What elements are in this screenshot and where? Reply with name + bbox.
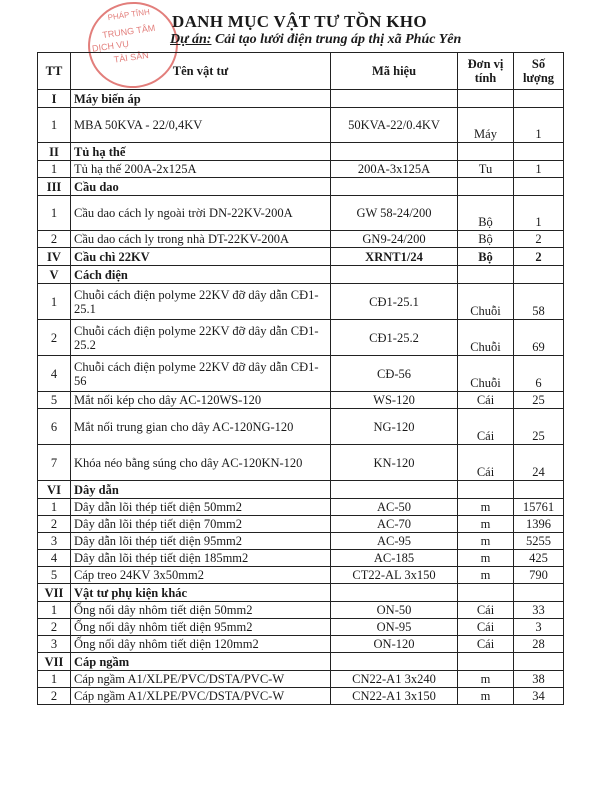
row-number: 1 — [38, 602, 71, 619]
group-code — [331, 481, 458, 499]
item-unit: Cái — [458, 619, 514, 636]
item-name: Mắt nối trung gian cho dây AC-120NG-120 — [71, 409, 331, 445]
col-header-unit: Đơn vị tính — [458, 53, 514, 90]
group-unit: Bộ — [458, 248, 514, 266]
item-quantity: 33 — [514, 602, 564, 619]
item-name: Dây dẫn lõi thép tiết diện 50mm2 — [71, 499, 331, 516]
item-unit: m — [458, 516, 514, 533]
table-row — [38, 196, 564, 231]
group-number: VI — [38, 481, 71, 499]
group-code — [331, 266, 458, 284]
item-quantity: 28 — [514, 636, 564, 653]
item-name: Cáp ngầm A1/XLPE/PVC/DSTA/PVC-W — [71, 688, 331, 705]
item-unit: Cái — [458, 409, 514, 445]
group-row — [38, 653, 564, 671]
row-number: 6 — [38, 409, 71, 445]
item-code: AC-70 — [331, 516, 458, 533]
table-row — [38, 688, 564, 705]
row-number: 1 — [38, 161, 71, 178]
item-quantity: 1396 — [514, 516, 564, 533]
group-number: I — [38, 90, 71, 108]
row-number: 1 — [38, 196, 71, 231]
row-number: 3 — [38, 636, 71, 653]
table-row — [38, 602, 564, 619]
table-row — [38, 409, 564, 445]
item-unit: Tu — [458, 161, 514, 178]
group-qty — [514, 90, 564, 108]
item-code: WS-120 — [331, 392, 458, 409]
item-quantity: 38 — [514, 671, 564, 688]
table-row — [38, 636, 564, 653]
row-number: 1 — [38, 284, 71, 320]
item-code: ON-50 — [331, 602, 458, 619]
item-name: Khóa néo bằng súng cho dây AC-120KN-120 — [71, 445, 331, 481]
project-name: Cải tạo lưới điện trung áp thị xã Phúc Yên — [214, 32, 462, 47]
group-number: VII — [38, 584, 71, 602]
item-code: GN9-24/200 — [331, 231, 458, 248]
row-number: 7 — [38, 445, 71, 481]
table-row — [38, 392, 564, 409]
item-quantity: 34 — [514, 688, 564, 705]
row-number: 2 — [38, 688, 71, 705]
group-qty — [514, 584, 564, 602]
group-qty — [514, 481, 564, 499]
row-number: 5 — [38, 392, 71, 409]
item-quantity: 25 — [514, 392, 564, 409]
item-code: GW 58-24/200 — [331, 196, 458, 231]
group-number: III — [38, 178, 71, 196]
group-name: Cầu dao — [71, 178, 331, 196]
item-code: 200A-3x125A — [331, 161, 458, 178]
item-unit: m — [458, 550, 514, 567]
col-header-qty: Số lượng — [514, 53, 564, 90]
row-number: 2 — [38, 231, 71, 248]
table-row — [38, 550, 564, 567]
item-unit: m — [458, 671, 514, 688]
item-name: Cáp ngầm A1/XLPE/PVC/DSTA/PVC-W — [71, 671, 331, 688]
row-number: 1 — [38, 671, 71, 688]
table-row — [38, 445, 564, 481]
item-code: AC-185 — [331, 550, 458, 567]
item-quantity: 6 — [514, 356, 564, 392]
item-unit: m — [458, 499, 514, 516]
table-row — [38, 567, 564, 584]
item-quantity: 5255 — [514, 533, 564, 550]
table-body — [38, 90, 564, 705]
row-number: 2 — [38, 320, 71, 356]
row-number: 2 — [38, 619, 71, 636]
item-unit: Bộ — [458, 196, 514, 231]
inventory-table — [37, 49, 564, 705]
col-header-name: Tên vật tư — [71, 53, 331, 90]
group-code — [331, 178, 458, 196]
item-quantity: 2 — [514, 231, 564, 248]
col-header-code: Mã hiệu — [331, 53, 458, 90]
item-code: AC-95 — [331, 533, 458, 550]
group-unit — [458, 653, 514, 671]
item-code: CĐ-56 — [331, 356, 458, 392]
item-name: Chuỗi cách điện polyme 22KV đỡ dây dẫn CĐ1-56 — [71, 356, 331, 392]
item-quantity: 1 — [514, 108, 564, 143]
item-unit: Cái — [458, 602, 514, 619]
group-row — [38, 90, 564, 108]
item-name: Dây dẫn lõi thép tiết diện 95mm2 — [71, 533, 331, 550]
group-name: Vật tư phụ kiện khác — [71, 584, 331, 602]
group-name: Cầu chì 22KV — [71, 248, 331, 266]
project-label: Dự án: — [170, 32, 212, 47]
item-name: Chuỗi cách điện polyme 22KV đỡ dây dẫn CĐ1-25.2 — [71, 320, 331, 356]
item-name: Cầu dao cách ly trong nhà DT-22KV-200A — [71, 231, 331, 248]
table-row — [38, 284, 564, 320]
item-name: Mắt nối kép cho dây AC-120WS-120 — [71, 392, 331, 409]
table-header-row — [38, 53, 564, 90]
table-row — [38, 533, 564, 550]
group-number: II — [38, 143, 71, 161]
item-quantity: 15761 — [514, 499, 564, 516]
group-number: IV — [38, 248, 71, 266]
group-row — [38, 143, 564, 161]
group-qty — [514, 266, 564, 284]
group-unit — [458, 143, 514, 161]
group-row — [38, 584, 564, 602]
group-qty: 2 — [514, 248, 564, 266]
item-name: Ống nối dây nhôm tiết diện 50mm2 — [71, 602, 331, 619]
group-qty — [514, 143, 564, 161]
item-name: Dây dẫn lõi thép tiết diện 185mm2 — [71, 550, 331, 567]
row-number: 3 — [38, 533, 71, 550]
project-line — [170, 32, 461, 48]
item-code: CĐ1-25.1 — [331, 284, 458, 320]
item-code: ON-120 — [331, 636, 458, 653]
item-code: AC-50 — [331, 499, 458, 516]
item-unit: Chuỗi — [458, 320, 514, 356]
group-row — [38, 178, 564, 196]
item-code: CĐ1-25.2 — [331, 320, 458, 356]
item-unit: Máy — [458, 108, 514, 143]
group-row — [38, 266, 564, 284]
item-quantity: 24 — [514, 445, 564, 481]
stamp-line: PHÁP TỈNH — [107, 7, 151, 23]
item-unit: Cái — [458, 636, 514, 653]
table-row — [38, 320, 564, 356]
group-name: Cáp ngầm — [71, 653, 331, 671]
table-row — [38, 108, 564, 143]
table-row — [38, 161, 564, 178]
row-number: 1 — [38, 499, 71, 516]
item-name: Cầu dao cách ly ngoài trời DN-22KV-200A — [71, 196, 331, 231]
stamp-line: TÀI SẢN — [113, 49, 150, 65]
item-unit: Chuỗi — [458, 284, 514, 320]
item-quantity: 1 — [514, 196, 564, 231]
item-unit: Cái — [458, 445, 514, 481]
table-row — [38, 356, 564, 392]
item-code: CT22-AL 3x150 — [331, 567, 458, 584]
group-code — [331, 143, 458, 161]
item-unit: Bộ — [458, 231, 514, 248]
table-row — [38, 516, 564, 533]
item-code: KN-120 — [331, 445, 458, 481]
item-quantity: 25 — [514, 409, 564, 445]
group-row — [38, 248, 564, 266]
row-number: 4 — [38, 550, 71, 567]
item-name: MBA 50KVA - 22/0,4KV — [71, 108, 331, 143]
group-unit — [458, 481, 514, 499]
item-name: Ống nối dây nhôm tiết diện 120mm2 — [71, 636, 331, 653]
group-qty — [514, 653, 564, 671]
row-number: 2 — [38, 516, 71, 533]
item-name: Ống nối dây nhôm tiết diện 95mm2 — [71, 619, 331, 636]
group-code — [331, 90, 458, 108]
item-quantity: 1 — [514, 161, 564, 178]
item-unit: Cái — [458, 392, 514, 409]
stamp-line: TRUNG TÂM — [101, 22, 156, 41]
group-qty — [514, 178, 564, 196]
group-unit — [458, 178, 514, 196]
item-unit: m — [458, 688, 514, 705]
group-row — [38, 481, 564, 499]
item-name: Cáp treo 24KV 3x50mm2 — [71, 567, 331, 584]
group-unit — [458, 90, 514, 108]
document-title: DANH MỤC VẬT TƯ TỒN KHO — [172, 12, 427, 31]
row-number: 5 — [38, 567, 71, 584]
group-code — [331, 584, 458, 602]
table-row — [38, 619, 564, 636]
group-unit — [458, 584, 514, 602]
row-number: 4 — [38, 356, 71, 392]
group-number: VII — [38, 653, 71, 671]
item-quantity: 58 — [514, 284, 564, 320]
table-row — [38, 499, 564, 516]
item-code: CN22-A1 3x240 — [331, 671, 458, 688]
item-quantity: 790 — [514, 567, 564, 584]
group-unit — [458, 266, 514, 284]
table-row — [38, 671, 564, 688]
item-quantity: 425 — [514, 550, 564, 567]
group-name: Máy biến áp — [71, 90, 331, 108]
group-name: Dây dẫn — [71, 481, 331, 499]
stamp-line: DỊCH VỤ — [91, 38, 130, 54]
group-code — [331, 653, 458, 671]
row-number: 1 — [38, 108, 71, 143]
item-unit: Chuỗi — [458, 356, 514, 392]
group-name: Tủ hạ thế — [71, 143, 331, 161]
group-code: XRNT1/24 — [331, 248, 458, 266]
item-name: Tủ hạ thế 200A-2x125A — [71, 161, 331, 178]
item-unit: m — [458, 533, 514, 550]
col-header-tt: TT — [38, 53, 71, 90]
group-name: Cách điện — [71, 266, 331, 284]
item-code: ON-95 — [331, 619, 458, 636]
item-code: CN22-A1 3x150 — [331, 688, 458, 705]
item-code: NG-120 — [331, 409, 458, 445]
item-name: Chuỗi cách điện polyme 22KV đỡ dây dẫn CĐ1-25.1 — [71, 284, 331, 320]
item-code: 50KVA-22/0.4KV — [331, 108, 458, 143]
table-row — [38, 231, 564, 248]
item-quantity: 3 — [514, 619, 564, 636]
item-name: Dây dẫn lõi thép tiết diện 70mm2 — [71, 516, 331, 533]
item-unit: m — [458, 567, 514, 584]
item-quantity: 69 — [514, 320, 564, 356]
group-number: V — [38, 266, 71, 284]
